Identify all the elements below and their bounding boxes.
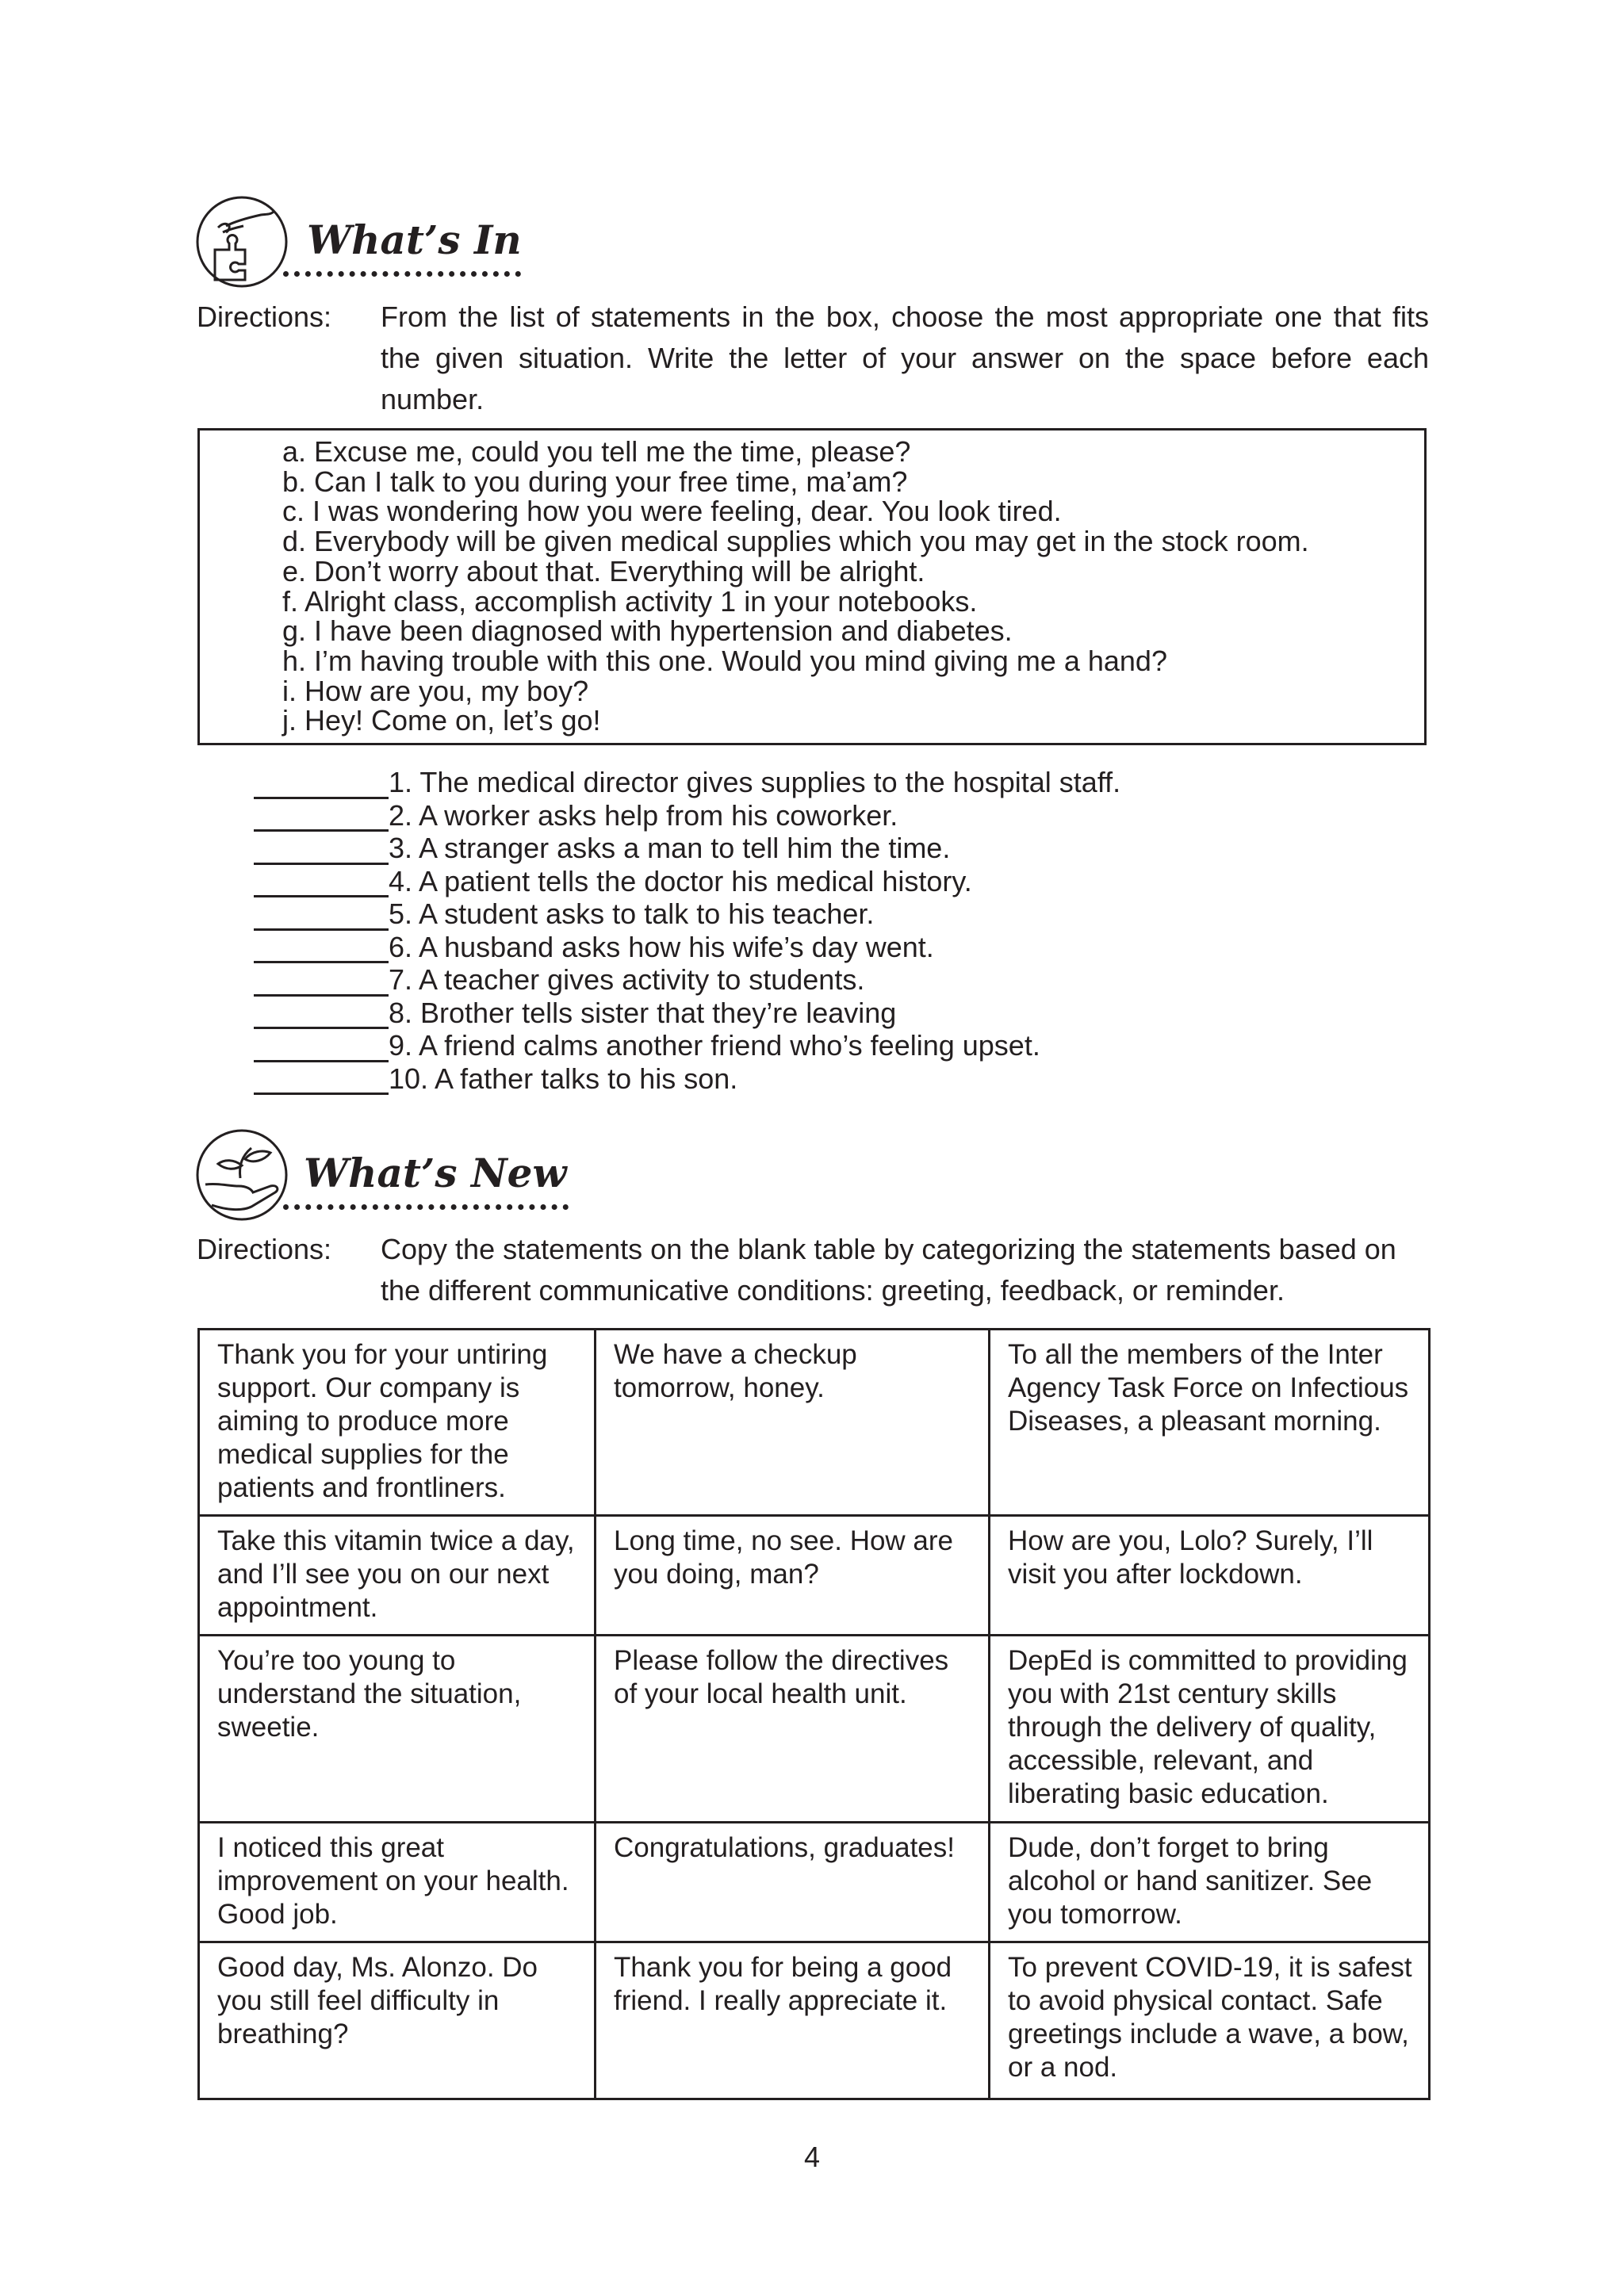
table-cell: Dude, don’t forget to bring alcohol or hand sanitizer. See you tomorrow. <box>990 1823 1430 1942</box>
table-row <box>199 1942 1430 2099</box>
answer-blank[interactable] <box>254 871 389 897</box>
answer-blank[interactable] <box>254 773 389 799</box>
choice-item: h. I’m having trouble with this one. Would you mind giving me a hand? <box>282 644 1167 677</box>
answer-blank[interactable] <box>254 839 389 865</box>
title-dotted-rule <box>283 1204 569 1210</box>
section-title: What’s In <box>307 216 522 263</box>
situation-item <box>254 766 1120 799</box>
whats-in-header <box>194 194 749 289</box>
table-cell: To all the members of the Inter Agency Task Force on Infectious Diseases, a pleasant morning. <box>990 1330 1430 1516</box>
answer-blank[interactable] <box>254 1036 389 1062</box>
situation-text: 6. A husband asks how his wife’s day went. <box>389 930 934 963</box>
table-row <box>199 1823 1430 1942</box>
table-cell: Congratulations, graduates! <box>596 1823 990 1942</box>
choice-item: j. Hey! Come on, let’s go! <box>282 704 601 737</box>
section-title: What’s New <box>304 1150 567 1196</box>
situation-text: 5. A student asks to talk to his teacher. <box>389 897 875 930</box>
directions-label: Directions: <box>197 1233 332 1265</box>
situation-text: 1. The medical director gives supplies to the hospital staff. <box>389 766 1121 798</box>
hand-sprout-icon <box>194 1127 289 1223</box>
table-cell: Good day, Ms. Alonzo. Do you still feel difficulty in breathing? <box>199 1942 596 2099</box>
table-cell: Please follow the directives of your local health unit. <box>596 1636 990 1823</box>
situation-item <box>254 963 1120 997</box>
situation-item <box>254 931 1120 964</box>
situation-text: 10. A father talks to his son. <box>389 1062 738 1095</box>
page-number: 4 <box>803 2141 821 2173</box>
situation-text: 7. A teacher gives activity to students. <box>389 963 865 996</box>
answer-blank[interactable] <box>254 806 389 832</box>
choice-item: d. Everybody will be given medical supplies which you may get in the stock room. <box>282 525 1309 558</box>
situation-text: 4. A patient tells the doctor his medical history. <box>389 864 972 897</box>
choice-item: f. Alright class, accomplish activity 1 in your notebooks. <box>282 584 978 618</box>
table-cell: We have a checkup tomorrow, honey. <box>596 1330 990 1516</box>
directions-text: Copy the statements on the blank table by categorizing the statements based on the different communicative conditions: greeting, feedback, or reminder. <box>381 1233 1396 1307</box>
answer-blank[interactable] <box>254 970 389 997</box>
whats-in-directions <box>197 297 1430 423</box>
hand-puzzle-icon <box>194 194 289 289</box>
table-cell: I noticed this great improvement on your health. Good job. <box>199 1823 596 1942</box>
situation-text: 3. A stranger asks a man to tell him the time. <box>389 832 951 864</box>
choice-item: c. I was wondering how you were feeling, dear. You look tired. <box>282 495 1062 528</box>
answer-blank[interactable] <box>254 1069 389 1095</box>
whats-new-header <box>194 1127 749 1223</box>
situation-text: 8. Brother tells sister that they’re leaving <box>389 996 897 1029</box>
situation-item <box>254 865 1120 898</box>
choice-item: e. Don’t worry about that. Everything will be alright. <box>282 554 925 587</box>
title-dotted-rule <box>283 271 521 277</box>
choice-item: b. Can I talk to you during your free time, ma’am? <box>282 465 908 498</box>
situation-item <box>254 1062 1120 1096</box>
table-cell: Thank you for being a good friend. I really appreciate it. <box>596 1942 990 2099</box>
situation-items <box>254 766 1120 1095</box>
table-cell: To prevent COVID-19, it is safest to avoid physical contact. Safe greetings include a wave, a bow, or a nod. <box>990 1942 1430 2099</box>
situation-item <box>254 799 1120 832</box>
choice-item: g. I have been diagnosed with hypertension and diabetes. <box>282 614 1013 648</box>
table-cell: DepEd is committed to providing you with 21st century skills through the delivery of quality, accessible, relevant, and liberating basic education. <box>990 1636 1430 1823</box>
table-cell: How are you, Lolo? Surely, I’ll visit you after lockdown. <box>990 1516 1430 1636</box>
answer-blank[interactable] <box>254 905 389 931</box>
choices-list <box>282 437 1309 736</box>
situation-item <box>254 832 1120 865</box>
table-row <box>199 1636 1430 1823</box>
statements-table <box>197 1328 1431 2100</box>
answer-blank[interactable] <box>254 937 389 963</box>
choice-item: a. Excuse me, could you tell me the time, please? <box>282 435 911 468</box>
table-row <box>199 1330 1430 1516</box>
table-cell: Take this vitamin twice a day, and I’ll see you on our next appointment. <box>199 1516 596 1636</box>
situation-text: 9. A friend calms another friend who’s feeling upset. <box>389 1029 1040 1062</box>
situation-text: 2. A worker asks help from his coworker. <box>389 798 898 832</box>
table-cell: You’re too young to understand the situation, sweetie. <box>199 1636 596 1823</box>
table-cell: Long time, no see. How are you doing, man? <box>596 1516 990 1636</box>
choice-item: i. How are you, my boy? <box>282 674 589 707</box>
answer-blank[interactable] <box>254 1003 389 1029</box>
situation-item <box>254 997 1120 1030</box>
situation-item <box>254 1029 1120 1062</box>
choices-box <box>197 428 1427 745</box>
table-row <box>199 1516 1430 1636</box>
whats-new-directions <box>197 1229 1430 1316</box>
situation-item <box>254 897 1120 931</box>
directions-label: Directions: <box>197 300 332 333</box>
table-cell: Thank you for your untiring support. Our company is aiming to produce more medical supplies for the patients and frontliners. <box>199 1330 596 1516</box>
directions-text: From the list of statements in the box, choose the most appropriate one that fits the given situation. Write the letter of your answer on the space before each number. <box>381 300 1429 415</box>
